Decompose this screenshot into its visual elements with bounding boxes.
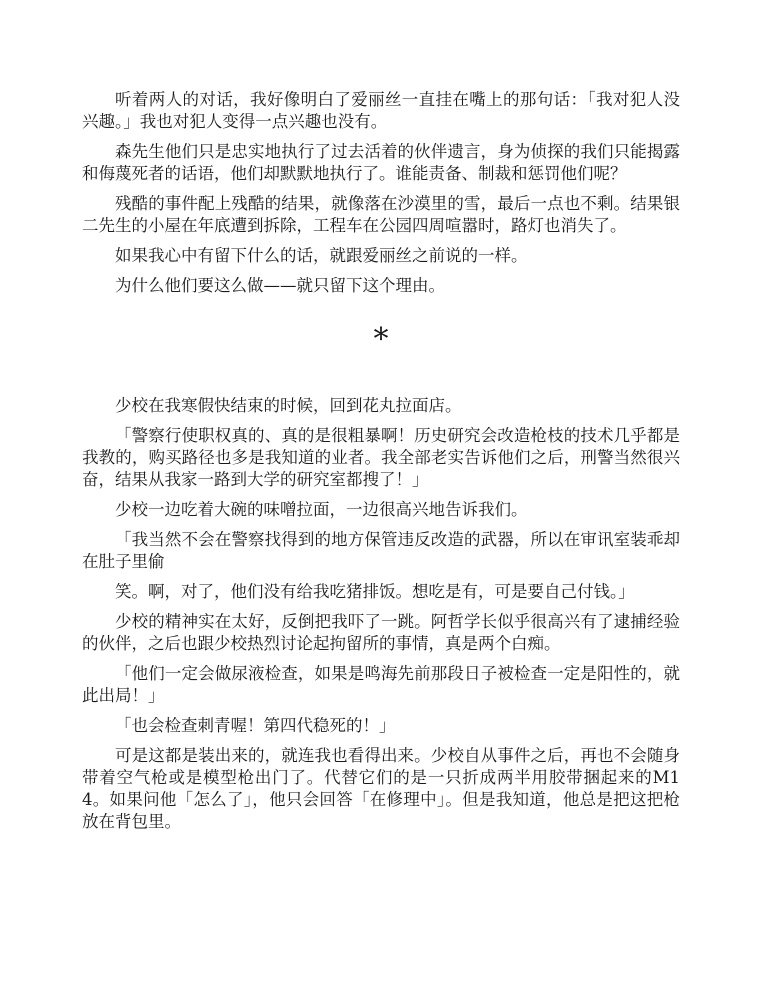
paragraph: 为什么他们要这么做——就只留下这个理由。 [115, 276, 445, 295]
paragraph: 「也会检查刺青喔！第四代稳死的！」 [115, 716, 396, 735]
paragraph: 笑。啊，对了，他们没有给我吃猪排饭。想吃是有，可是要自己付钱。」 [115, 582, 635, 601]
paragraph: 残酷的事件配上残酷的结果，就像落在沙漠里的雪，最后一点也不剩。结果银二先生的小屋在年底遭到拆除，工程车在公园四周喧嚣时，路灯也消失了。 [82, 194, 680, 235]
paragraph: 少校在我寒假快结束的时候，回到花丸拉面店。 [115, 396, 462, 415]
paragraph: 可是这都是装出来的，就连我也看得出来。少校自从事件之后，再也不会随身带着空气枪或是模型枪出门了。代替它们的是一只折成两半用胶带捆起来的M14。如果问他「怎么了」，他只会回答「在修理中」。但是我知道，他总是把这把枪放在背包里。 [82, 746, 680, 831]
paragraph: 少校的精神实在太好，反倒把我吓了一跳。阿哲学长似乎很高兴有了逮捕经验的伙伴，之后也跟少校热烈讨论起拘留所的事情，真是两个白痴。 [82, 612, 680, 653]
paragraph: 「我当然不会在警察找得到的地方保管违反改造的武器，所以在审讯室装乖却在肚子里偷 [82, 530, 680, 571]
page-body [82, 89, 680, 841]
paragraph: 「他们一定会做尿液检查，如果是鸣海先前那段日子被检查一定是阳性的，就此出局！」 [82, 664, 680, 705]
paragraph: 如果我心中有留下什么的话，就跟爱丽丝之前说的一样。 [115, 246, 528, 265]
paragraph: 森先生他们只是忠实地执行了过去活着的伙伴遗言，身为侦探的我们只能揭露和侮蔑死者的话语，他们却默默地执行了。谁能责备、制裁和惩罚他们呢？ [82, 142, 680, 183]
paragraph: 少校一边吃着大碗的味噌拉面，一边很高兴地告诉我们。 [115, 500, 528, 519]
paragraph: 「警察行使职权真的、真的是很粗暴啊！历史研究会改造枪枝的技术几乎都是我教的，购买路径也多是我知道的业者。我全部老实告诉他们之后，刑警当然很兴奋，结果从我家一路到大学的研究室都搜了！」 [82, 426, 680, 489]
paragraph: 听着两人的对话，我好像明白了爱丽丝一直挂在嘴上的那句话：「我对犯人没兴趣。」我也对犯人变得一点兴趣也没有。 [82, 90, 680, 131]
section-separator: * [373, 322, 389, 357]
